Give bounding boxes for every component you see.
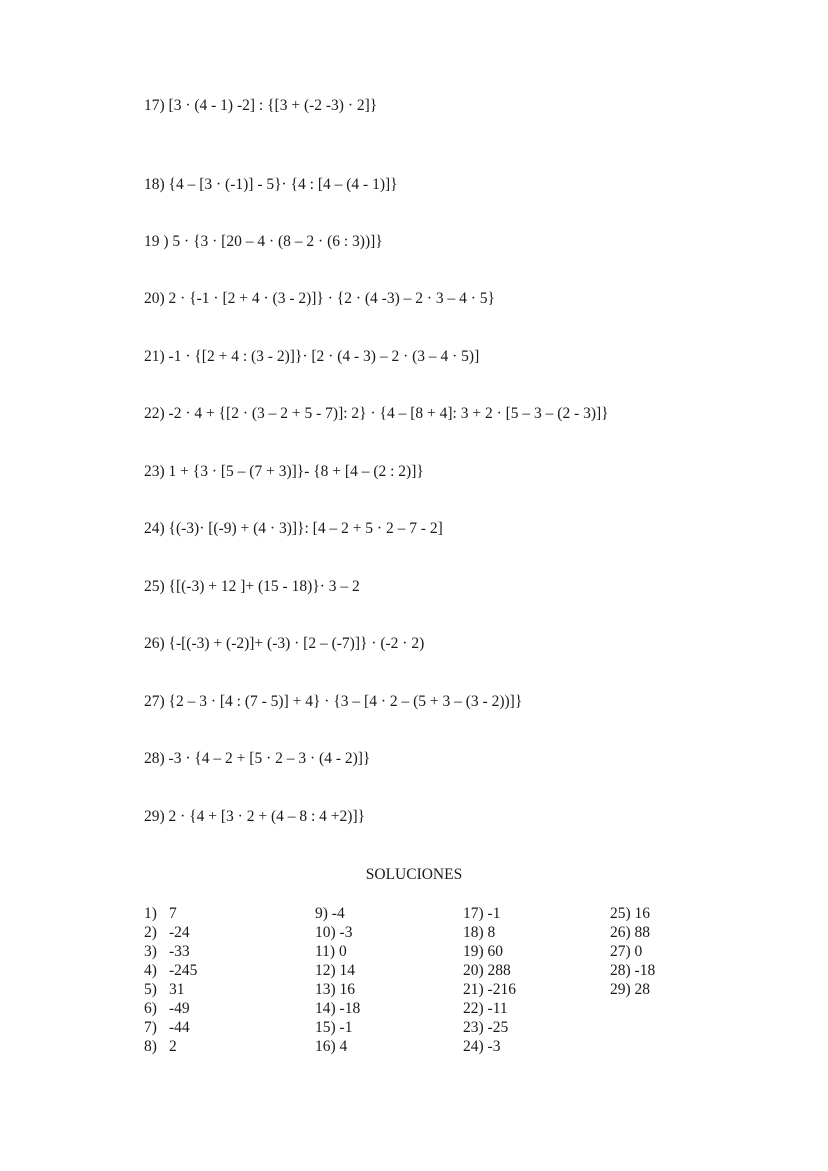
solution-item: 25) 16 — [610, 905, 651, 922]
solution-value: -245 — [169, 962, 198, 979]
solution-item — [144, 1018, 197, 1037]
solution-item — [144, 1037, 197, 1056]
exercise-28: 28) -3 · {4 – 2 + [5 · 2 – 3 · (4 - 2)]} — [144, 750, 371, 767]
solution-item — [144, 942, 197, 961]
exercise-25: 25) {[(-3) + 12 ]+ (15 - 18)}· 3 – 2 — [144, 578, 360, 595]
exercise-22: 22) -2 · 4 + {[2 · (3 – 2 + 5 - 7)]: 2} · {4 – [8 + 4]: 3 + 2 · [5 – 3 – (2 - 3)]} — [144, 405, 609, 422]
exercise-20: 20) 2 · {-1 · [2 + 4 · (3 - 2)]} · {2 · (4 -3) – 2 · 3 – 4 · 5} — [144, 290, 495, 307]
solution-number: 4) — [144, 962, 157, 979]
solution-item — [144, 961, 197, 980]
exercise-23: 23) 1 + {3 · [5 – (7 + 3)]}- {8 + [4 – (2 : 2)]} — [144, 463, 424, 480]
solution-item: 11) 0 — [315, 943, 347, 960]
exercise-24: 24) {(-3)· [(-9) + (4 · 3)]}: [4 – 2 + 5 · 2 – 7 - 2] — [144, 520, 443, 537]
solution-item: 23) -25 — [463, 1019, 509, 1036]
solution-value: 7 — [169, 905, 177, 922]
solution-number: 7) — [144, 1019, 157, 1036]
solution-item — [144, 904, 197, 923]
solution-item: 15) -1 — [315, 1019, 353, 1036]
solution-item: 10) -3 — [315, 924, 353, 941]
solutions-column-1 — [144, 904, 197, 1056]
solution-item: 14) -18 — [315, 1000, 361, 1017]
solution-item: 13) 16 — [315, 981, 356, 998]
solution-number: 5) — [144, 981, 157, 998]
solution-value: -44 — [169, 1019, 190, 1036]
solutions-column-3 — [463, 904, 516, 1056]
solution-item — [144, 980, 197, 999]
solution-value: -49 — [169, 1000, 190, 1017]
solution-value: 31 — [169, 981, 185, 998]
solution-number: 2) — [144, 924, 157, 941]
solution-item: 17) -1 — [463, 905, 501, 922]
solution-item: 16) 4 — [315, 1038, 348, 1055]
solution-number: 1) — [144, 905, 157, 922]
solutions-column-2 — [315, 904, 360, 1056]
solution-item: 9) -4 — [315, 905, 345, 922]
solutions-column-4 — [610, 904, 655, 999]
solution-value: -33 — [169, 943, 190, 960]
solution-item — [144, 999, 197, 1018]
solution-item: 20) 288 — [463, 962, 511, 979]
solution-item: 18) 8 — [463, 924, 496, 941]
solution-item — [144, 923, 197, 942]
solution-item: 24) -3 — [463, 1038, 501, 1055]
exercise-29: 29) 2 · {4 + [3 · 2 + (4 – 8 : 4 +2)]} — [144, 808, 366, 825]
solution-number: 6) — [144, 1000, 157, 1017]
solution-item: 29) 28 — [610, 981, 651, 998]
solution-number: 3) — [144, 943, 157, 960]
exercise-19: 19 ) 5 · {3 · [20 – 4 · (8 – 2 · (6 : 3))]} — [144, 233, 383, 250]
exercise-18: 18) {4 – [3 · (-1)] - 5}· {4 : [4 – (4 - 1)]} — [144, 176, 398, 193]
exercise-26: 26) {-[(-3) + (-2)]+ (-3) · [2 – (-7)]} · (-2 · 2) — [144, 635, 425, 652]
solutions-title: SOLUCIONES — [365, 866, 463, 883]
exercise-21: 21) -1 · {[2 + 4 : (3 - 2)]}· [2 · (4 - 3) – 2 · (3 – 4 · 5)] — [144, 348, 480, 365]
exercise-27: 27) {2 – 3 · [4 : (7 - 5)] + 4} · {3 – [4 · 2 – (5 + 3 – (3 - 2))]} — [144, 693, 523, 710]
solution-item: 26) 88 — [610, 924, 651, 941]
solution-item: 21) -216 — [463, 981, 516, 998]
solution-item: 22) -11 — [463, 1000, 508, 1017]
exercise-17: 17) [3 · (4 - 1) -2] : {[3 + (-2 -3) · 2]} — [144, 97, 378, 114]
solution-item: 12) 14 — [315, 962, 356, 979]
solution-item: 19) 60 — [463, 943, 504, 960]
solution-item: 27) 0 — [610, 943, 643, 960]
solution-value: 2 — [169, 1038, 177, 1055]
solution-number: 8) — [144, 1038, 157, 1055]
solution-value: -24 — [169, 924, 190, 941]
solution-item: 28) -18 — [610, 962, 656, 979]
